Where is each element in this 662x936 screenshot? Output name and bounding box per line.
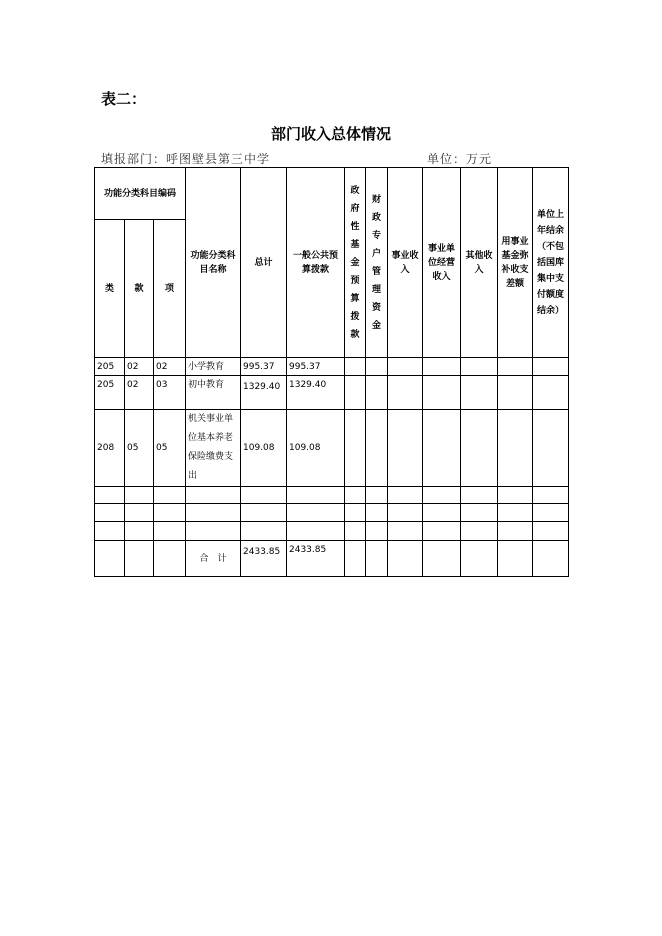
empty-row [95, 487, 569, 504]
table-label: 表二： [101, 90, 147, 108]
header-xiang: 项 [154, 220, 186, 358]
header-other-income: 其他收入 [461, 168, 498, 358]
total-label: 合 计 [186, 541, 241, 577]
cell-xiang: 03 [154, 376, 186, 410]
income-table [94, 167, 569, 577]
header-gov-fund: 政府性基金预算拨款 [345, 168, 366, 358]
cell-xiang: 02 [154, 358, 186, 376]
unit-label: 单位：万元 [427, 152, 493, 166]
cell-lei: 205 [95, 358, 125, 376]
header-lei: 类 [95, 220, 125, 358]
cell-total: 995.37 [241, 358, 287, 376]
header-kuan: 款 [125, 220, 154, 358]
total-row [95, 541, 569, 577]
header-business-income: 事业收入 [388, 168, 423, 358]
cell-total: 1329.40 [241, 376, 287, 410]
cell-kuan: 02 [125, 376, 154, 410]
cell-xiang: 05 [154, 410, 186, 487]
cell-lei: 208 [95, 410, 125, 487]
reporting-department: 填报部门：呼图壁县第三中学 [101, 152, 271, 166]
table-row [95, 410, 569, 487]
header-name: 功能分类科目名称 [186, 168, 241, 358]
cell-general: 109.08 [287, 410, 345, 487]
table-row [95, 376, 569, 410]
total-value: 2433.85 [241, 541, 287, 577]
page-title: 部门收入总体情况 [270, 125, 391, 143]
header-code-group: 功能分类科目编码 [95, 168, 186, 220]
header-carryover: 单位上年结余（不包括国库集中支付额度结余） [533, 168, 569, 358]
cell-name: 初中教育 [186, 376, 241, 410]
cell-kuan: 05 [125, 410, 154, 487]
header-total: 总计 [241, 168, 287, 358]
header-special-account: 财政专户管理资金 [366, 168, 388, 358]
cell-kuan: 02 [125, 358, 154, 376]
cell-total: 109.08 [241, 410, 287, 487]
total-general: 2433.85 [287, 541, 345, 577]
cell-name: 小学教育 [186, 358, 241, 376]
empty-row [95, 522, 569, 541]
table-row [95, 358, 569, 376]
empty-row [95, 504, 569, 522]
header-operating-income: 事业单位经营收入 [423, 168, 461, 358]
header-general-budget: 一般公共预算拨款 [287, 168, 345, 358]
cell-general: 1329.40 [287, 376, 345, 410]
cell-general: 995.37 [287, 358, 345, 376]
cell-lei: 205 [95, 376, 125, 410]
header-fund-cover: 用事业基金弥补收支差额 [498, 168, 533, 358]
cell-name: 机关事业单位基本养老保险缴费支出 [186, 410, 241, 487]
